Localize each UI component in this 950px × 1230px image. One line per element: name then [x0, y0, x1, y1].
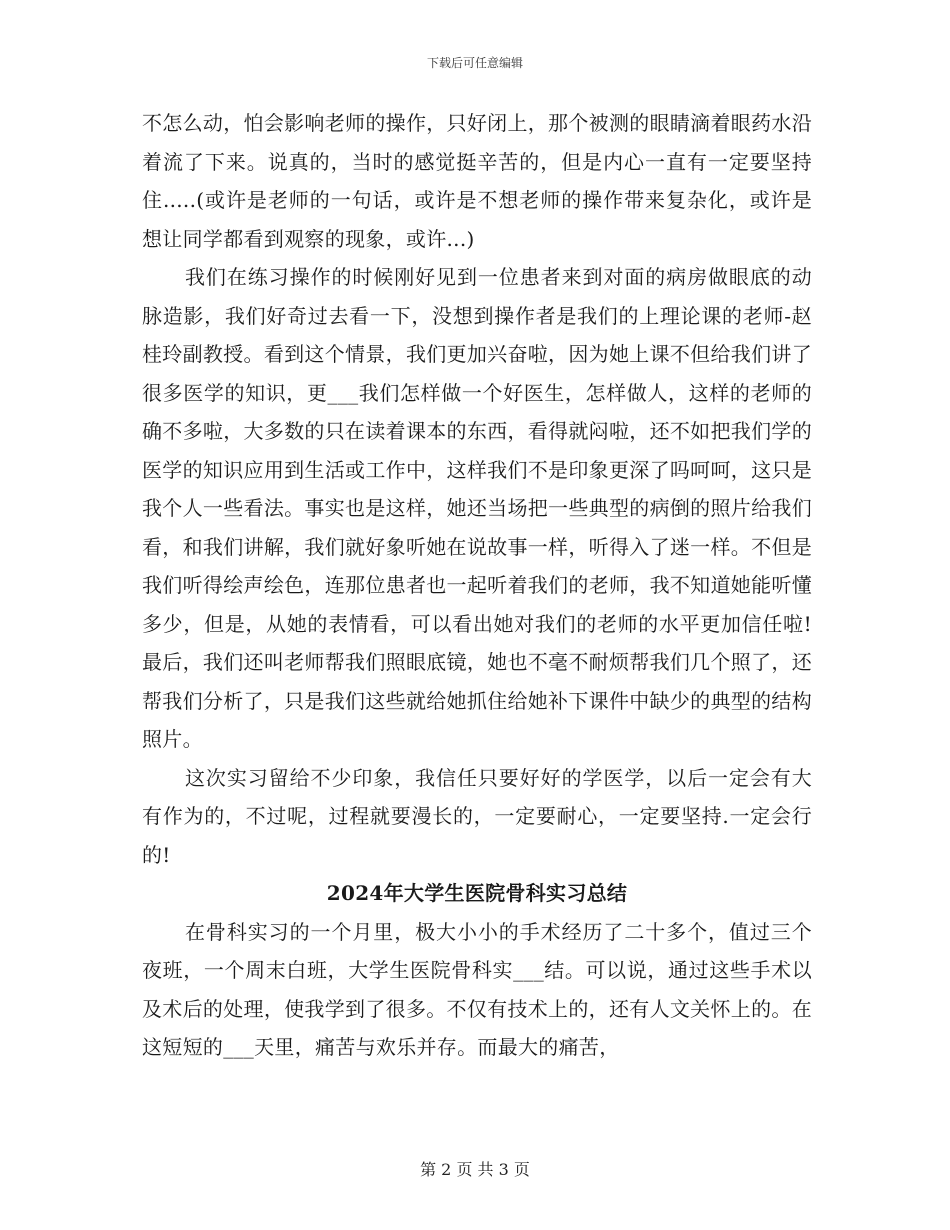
paragraph-teacher: 我们在练习操作的时候刚好见到一位患者来到对面的病房做眼底的动脉造影，我们好奇过去看一下，没想到操作者是我们的上理论课的老师-赵桂玲副教授。看到这个情景，我们更加兴奋啦，因为她上课不但给我们讲了很多医学的知识，更___我们怎样做一个好医生，怎样做人，这样的老师的确不多啦，大多数的只在读着课本的东西，看得就闷啦，还不如把我们学的医学的知识应用到生活或工作中，这样我们不是印象更深了吗呵呵，这只是我个人一些看法。事实也是这样，她还当场把一些典型的病倒的照片给我们看，和我们讲解，我们就好象听她在说故事一样，听得入了迷一样。不但是我们听得绘声绘色，连那位患者也一起听着我们的老师，我不知道她能听懂多少，但是，从她的表情看，可以看出她对我们的老师的水平更加信任啦!最后，我们还叫老师帮我们照眼底镜，她也不毫不耐烦帮我们几个照了，还帮我们分析了，只是我们这些就给她抓住给她补下课件中缺少的典型的结构照片。: [142, 265, 812, 751]
page-number: 第 2 页 共 3 页: [420, 1160, 530, 1179]
paragraph-conclusion: 这次实习留给不少印象，我信任只要好好的学医学，以后一定会有大有作为的，不过呢，过程就要漫长的，一定要耐心，一定要坚持.一定会行的!: [142, 765, 812, 867]
page-header: 下载后可任意编辑: [426, 56, 523, 70]
paragraph-orthopedics: 在骨科实习的一个月里，极大小小的手术经历了二十多个，值过三个夜班，一个周末白班，大学生医院骨科实___结。可以说，通过这些手术以及术后的处理，使我学到了很多。不仅有技术上的，还有人文关怀上的。在这短短的___天里，痛苦与欢乐并存。而最大的痛苦，: [142, 919, 812, 1059]
document-body: [142, 104, 812, 1067]
paragraph-continued: 不怎么动，怕会影响老师的操作，只好闭上，那个被测的眼睛滴着眼药水沿着流了下来。说真的，当时的感觉挺辛苦的，但是内心一直有一定要坚持住.....(或许是老师的一句话，或许是不想老师的操作带来复杂化，或许是想让同学都看到观察的现象，或许...): [142, 111, 812, 251]
section-title: 2024年大学生医院骨科实习总结: [326, 881, 628, 905]
